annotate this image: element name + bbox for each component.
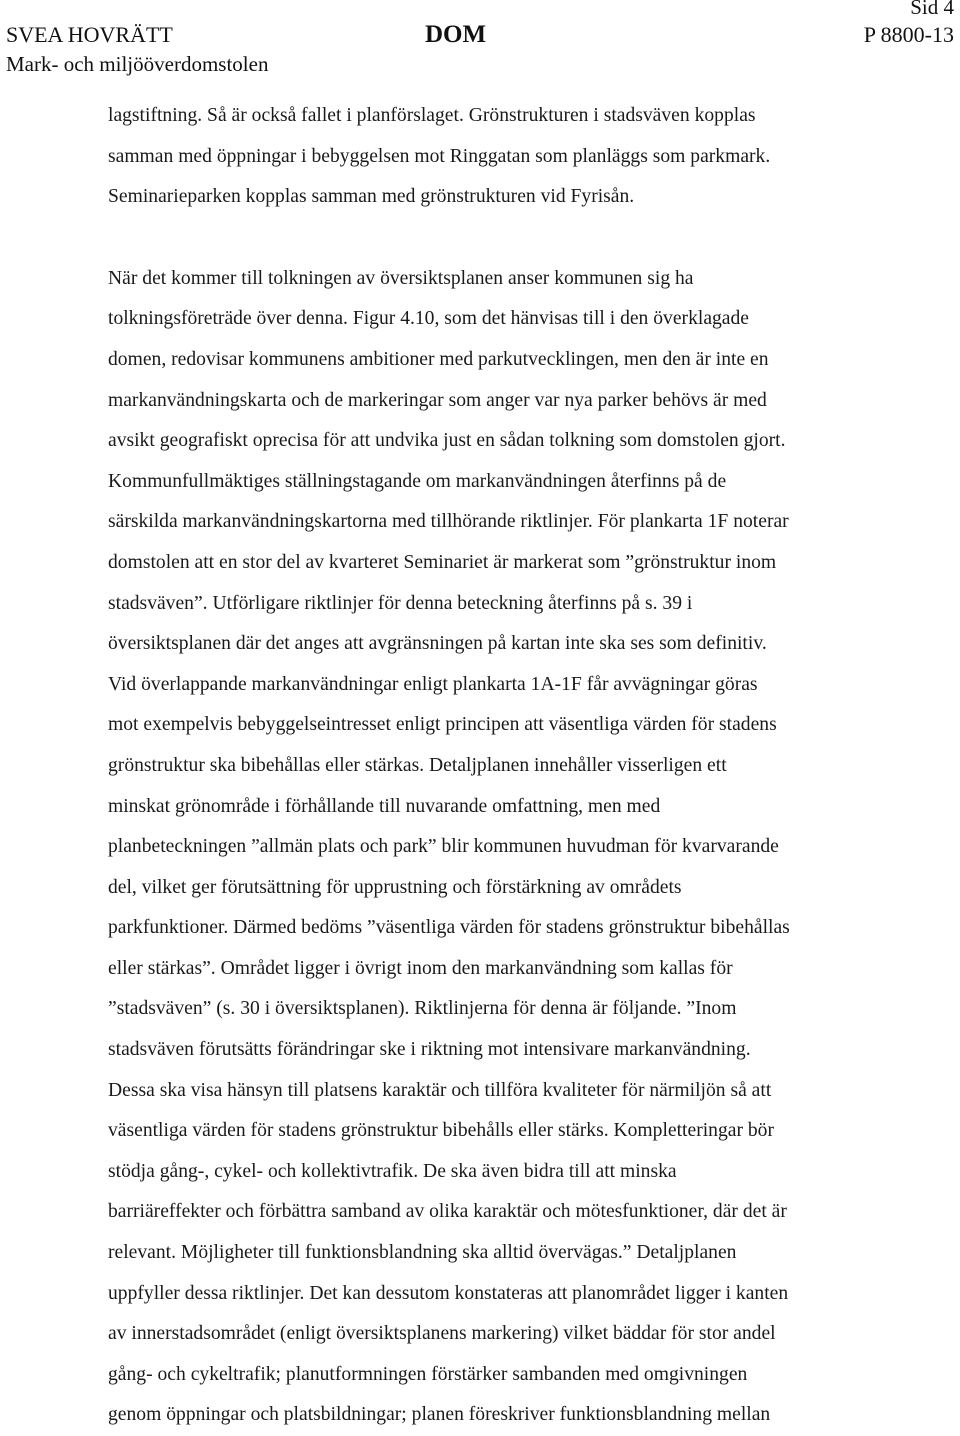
text-line: gång- och cykeltrafik; planutformningen förstärker sambanden med omgivningen (108, 1363, 748, 1385)
text-line: Seminarieparken kopplas samman med grönstrukturen vid Fyrisån. (108, 186, 635, 208)
text-line: stadsväven förutsätts förändringar ske i riktning mot intensivare markanvändning. (108, 1039, 751, 1061)
text-line: eller stärkas”. Området ligger i övrigt inom den markanvändning som kallas för (108, 957, 733, 979)
text-line: grönstruktur ska bibehållas eller stärkas. Detaljplanen innehåller visserligen ett (108, 754, 727, 776)
text-line: väsentliga värden för stadens grönstruktur bibehålls eller stärks. Kompletteringar bör (108, 1120, 774, 1142)
text-line: Vid överlappande markanvändningar enligt plankarta 1A-1F får avvägningar göras (108, 673, 758, 695)
text-line: När det kommer till tolkningen av översiktsplanen anser kommunen sig ha (108, 267, 694, 289)
text-line: genom öppningar och platsbildningar; planen föreskriver funktionsblandning mellan (108, 1404, 771, 1426)
text-line: stödja gång-, cykel- och kollektivtrafik. De ska även bidra till att minska (108, 1160, 677, 1182)
text-line: av innerstadsområdet (enligt översiktsplanens markering) vilket bäddar för stor andel (108, 1323, 776, 1345)
text-line: Dessa ska visa hänsyn till platsens karaktär och tillföra kvaliteter för närmiljön så att (108, 1079, 772, 1101)
text-line: domen, redovisar kommunens ambitioner med parkutvecklingen, men den är inte en (108, 348, 769, 370)
page-header (0, 0, 960, 80)
text-line: planbeteckningen ”allmän plats och park” blir kommunen huvudman för kvarvarande (108, 836, 779, 858)
text-line: ”stadsväven” (s. 30 i översiktsplanen). Riktlinjerna för denna är följande. ”Inom (108, 998, 737, 1020)
text-line: tolkningsföreträde över denna. Figur 4.10, som det hänvisas till i den överklagade (108, 308, 749, 330)
text-line: Kommunfullmäktiges ställningstagande om markanvändningen återfinns på de (108, 470, 727, 492)
text-line: markanvändningskarta och de markeringar som anger var nya parker behövs är med (108, 389, 767, 411)
court-name: SVEA HOVRÄTT (6, 22, 173, 47)
document-type: DOM (425, 21, 487, 48)
text-line: barriäreffekter och förbättra samband av olika karaktär och mötesfunktioner, där det är (108, 1201, 787, 1223)
court-division: Mark- och miljööverdomstolen (6, 52, 269, 76)
paragraph (108, 259, 953, 1436)
paragraph (108, 96, 953, 218)
text-line: särskilda markanvändningskartorna med tillhörande riktlinjer. För plankarta 1F noterar (108, 511, 789, 533)
text-line: parkfunktioner. Därmed bedöms ”väsentliga värden för stadens grönstruktur bibehållas (108, 917, 790, 939)
page-number: Sid 4 (910, 0, 954, 19)
case-number: P 8800-13 (863, 22, 954, 47)
text-line: minskat grönområde i förhållande till nuvarande omfattning, men med (108, 795, 661, 817)
text-line: översiktsplanen där det anges att avgränsningen på kartan inte ska ses som definitiv. (108, 633, 767, 655)
text-line: avsikt geografiskt oprecisa för att undvika just en sådan tolkning som domstolen gjort. (108, 430, 786, 452)
text-line: stadsväven”. Utförligare riktlinjer för denna beteckning återfinns på s. 39 i (108, 592, 693, 614)
document-body (108, 96, 953, 1436)
text-line: lagstiftning. Så är också fallet i planförslaget. Grönstrukturen i stadsväven kopplas (108, 105, 756, 126)
text-line: relevant. Möjligheter till funktionsblandning ska alltid övervägas.” Detaljplanen (108, 1242, 737, 1264)
text-line: domstolen att en stor del av kvarteret Seminariet är markerat som ”grönstruktur inom (108, 551, 777, 573)
text-line: del, vilket ger förutsättning för upprustning och förstärkning av områdets (108, 876, 682, 898)
text-line: mot exempelvis bebyggelseintresset enligt principen att väsentliga värden för stadens (108, 714, 777, 736)
text-line: uppfyller dessa riktlinjer. Det kan dessutom konstateras att planområdet ligger i kanten (108, 1282, 789, 1304)
text-line: samman med öppningar i bebyggelsen mot Ringgatan som planläggs som parkmark. (108, 145, 771, 167)
